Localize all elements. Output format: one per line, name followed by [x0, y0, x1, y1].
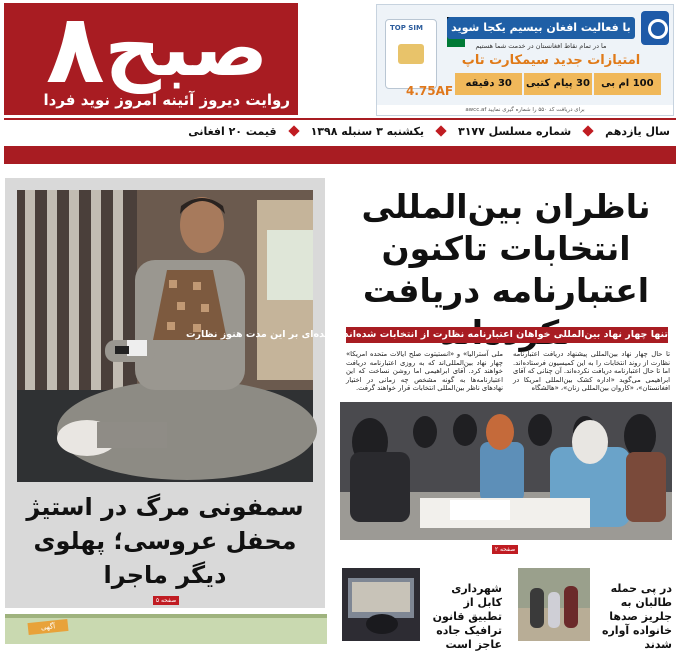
- issue-year: سال یازدهم: [605, 124, 670, 138]
- teaser-headline-displaced[interactable]: در پی حمله طالبان به جلریز صدها خانواده آواره شدند: [601, 582, 672, 651]
- ad-offer-sms: 30 پیام کتبی: [524, 73, 591, 95]
- main-photo[interactable]: [340, 402, 672, 540]
- issue-info-bar: [4, 118, 676, 142]
- feature-headline[interactable]: سمفونی مرگ در استیژ محفل عروسی؛ پهلوی دیگر ماجرا: [26, 493, 304, 589]
- advertisement-banner[interactable]: [376, 4, 674, 116]
- teaser-photo-displaced[interactable]: [518, 568, 590, 641]
- main-body-column-left: ملی آسترالیا» و «انستیتوت صلح ایالات متحده امریکا» چهار نهاد بین‌المللی‌اند که به روزی اعتبارنامه دریافت خواهند کرد. آقای ابراهیمی اما روشن نساخت که این اعتبارنامه‌ها به گونه مشخص چه زمانی در اختیار نهادهای ناظر بین‌المللی انتخابات قرار خواهند گرفت.: [346, 350, 503, 392]
- ad-small-text: ما در تمام نقاط افغانستان در خدمت شما هستیم: [475, 42, 607, 50]
- logo-number: ۸: [45, 0, 105, 105]
- ad-title: امتیازات جدید سیمکارت تاپ: [461, 53, 641, 68]
- masthead-tagline: روایت دیروز آئینه امروز نوید فردا: [43, 91, 290, 109]
- diamond-separator-icon: [583, 125, 594, 136]
- feature-story[interactable]: [5, 178, 325, 608]
- header-divider-strip: [4, 146, 676, 164]
- main-subheadline: تنها چهار نهاد بین‌المللی خواهان اعتبارنامه نظارت از انتخابات شده‌اند و عده‌ای بر این مدت هنوز نظارت: [346, 327, 668, 343]
- teaser-photo-traffic[interactable]: [342, 568, 420, 641]
- diamond-separator-icon: [435, 125, 446, 136]
- ad-footer-text: برای دریافت کد ۵۵۰ را شماره گیری نمایید awcc.af: [377, 105, 673, 115]
- teaser-headline-traffic[interactable]: شهرداری کابل از تطبیق قانون ترافیک جاده عاجز است: [432, 582, 502, 651]
- logo-word: صبح: [104, 4, 269, 94]
- ad-offer-minutes: 30 دقیقه: [455, 73, 522, 95]
- telecom-logo-icon: [641, 11, 669, 45]
- main-body-column-right: تا حال چهار نهاد بین‌المللی پیشنهاد دریافت اعتبارنامه نظارت از روند انتخابات را به این کمیسیون فرستاده‌اند. اما تا حال اعتبارنامه دریافت نکرده‌اند. آن چنانی که آقای ابراهیمی می‌گوید «اداره کشک بین‌المللی امریکا در افغانستان»، «کاروان بین‌المللی زنان»، «هالشگاه: [513, 350, 670, 392]
- main-body-columns: [346, 350, 670, 392]
- issue-date: یکشنبه ۳ سنبله ۱۳۹۸: [310, 124, 424, 138]
- ad-offer-data: 100 ام بی: [594, 73, 661, 95]
- main-headline[interactable]: ناظران بین‌المللی انتخابات تاکنون اعتبارنامه دریافت: [361, 187, 651, 310]
- bottom-left-tag: آگهی: [27, 619, 68, 635]
- simcard-label: TOP SIM: [390, 24, 423, 32]
- ad-headline: با فعالیت افغان بیسیم یکجا شوید: [447, 17, 635, 39]
- masthead: [4, 0, 298, 115]
- simcard-price: 4.75AF: [406, 84, 454, 98]
- issue-price: قیمت ۲۰ افغانی: [188, 124, 277, 138]
- simcard-image: [385, 19, 454, 98]
- diamond-separator-icon: [288, 125, 299, 136]
- feature-page-label: صفحه ۵: [153, 596, 179, 605]
- issue-serial: شماره مسلسل ۳۱۷۷: [457, 124, 572, 138]
- ad-offer-boxes: [455, 73, 661, 95]
- simcard-chip-icon: [398, 44, 424, 64]
- main-page-label: صفحه ۲: [492, 545, 518, 554]
